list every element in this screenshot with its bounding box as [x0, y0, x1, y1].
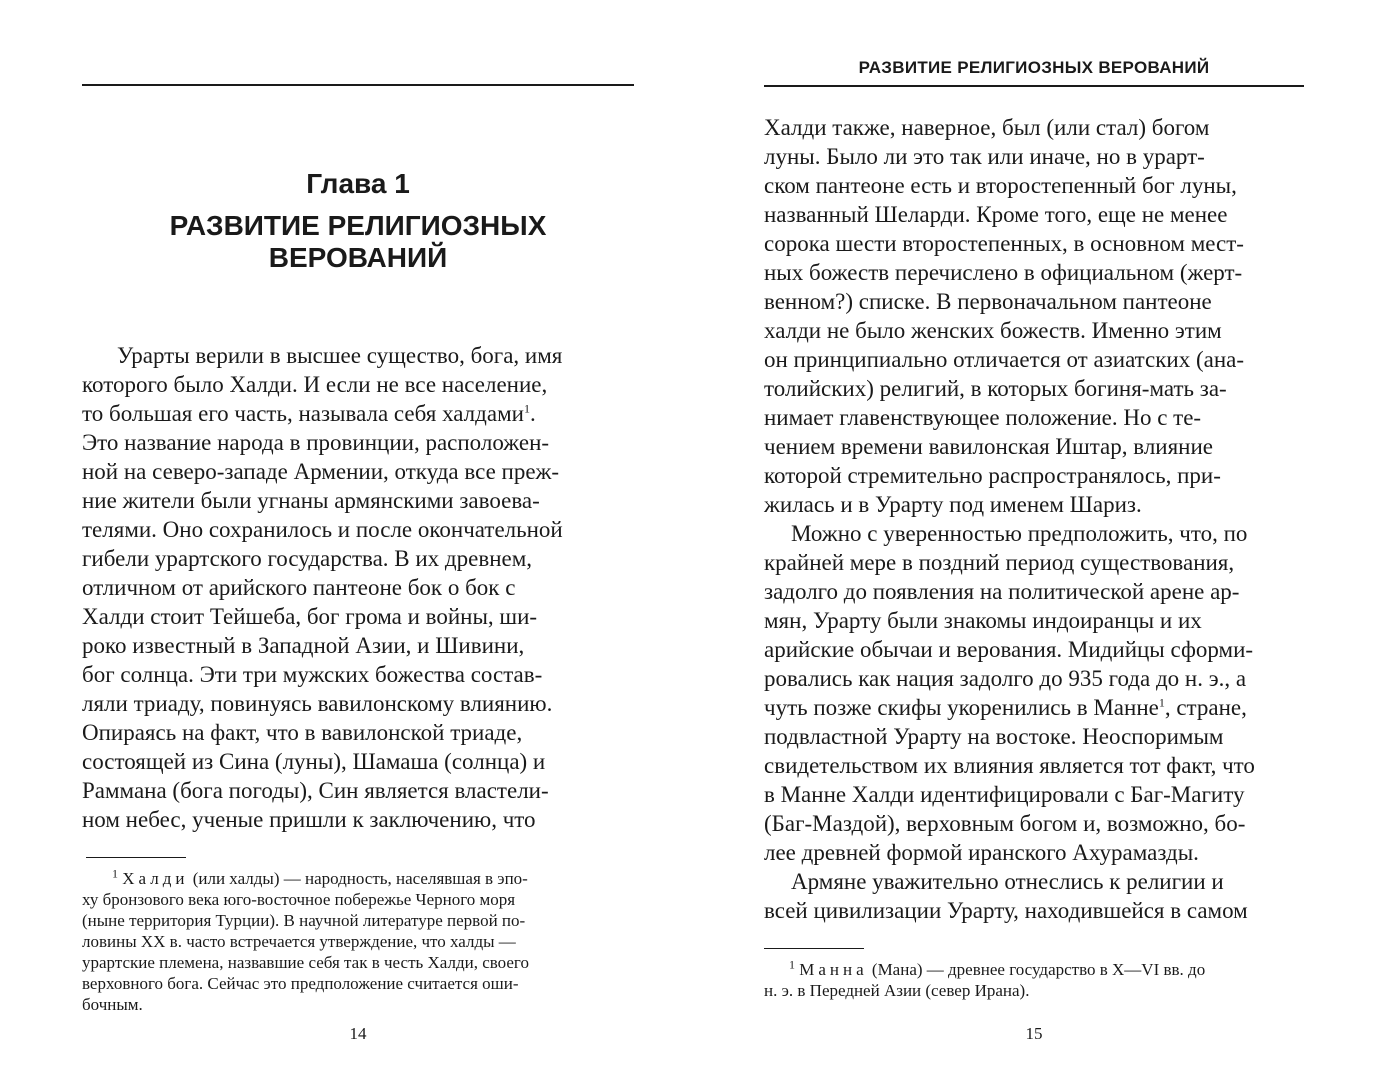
- footnote-line: ху бронзового века юго-восточное побережье Черного моря: [82, 890, 516, 909]
- body-line: состоящей из Сина (луны), Шамаша (солнца) и: [82, 749, 546, 774]
- footnote-rule: [764, 948, 864, 949]
- body-line: телями. Оно сохранилось и после окончательной: [82, 517, 563, 542]
- body-line: Халди также, наверное, был (или стал) богом: [764, 115, 1210, 140]
- body-line: ном небес, ученые пришли к заключению, что: [82, 807, 536, 832]
- footnote-line: (ныне территория Турции). В научной литературе первой по-: [82, 911, 526, 930]
- body-line: [764, 694, 1247, 722]
- footnote-term: Манна: [799, 960, 868, 979]
- footnote-term: Халди: [122, 869, 189, 888]
- body-line: сорока шести второстепенных, в основном мест-: [764, 231, 1244, 256]
- footnote-text: (или халды) — народность, населявшая в эпо-: [192, 869, 528, 888]
- chapter-title-line: ВЕРОВАНИЙ: [268, 242, 448, 273]
- footnote-line: н. э. в Передней Азии (север Ирана).: [764, 981, 1030, 1000]
- body-line: ной на северо-западе Армении, откуда все преж-: [82, 459, 560, 484]
- body-line: нимает главенствующее положение. Но с те-: [764, 405, 1202, 430]
- body-line: в Манне Халди идентифицировали с Баг-Магиту: [764, 782, 1245, 807]
- body-line: луны. Было ли это так или иначе, но в урарт-: [764, 144, 1205, 169]
- chapter-title-line: РАЗВИТИЕ РЕЛИГИОЗНЫХ: [169, 210, 547, 241]
- footnote-ref-punct: .: [529, 401, 536, 426]
- body-line: чением времени вавилонская Иштар, влияние: [764, 434, 1214, 459]
- header-rule: [82, 84, 634, 86]
- body-line: названный Шеларди. Кроме того, еще не менее: [764, 202, 1228, 227]
- body-line: подвластной Урарту на востоке. Неоспоримым: [764, 724, 1224, 749]
- header-rule: [764, 85, 1304, 87]
- footnote-ref[interactable]: 1: [1158, 695, 1165, 710]
- body-line: Опираясь на факт, что в вавилонской триаде,: [82, 720, 523, 745]
- footnote-rule: [86, 857, 186, 858]
- body-line: задолго до появления на политической арене ар-: [764, 579, 1240, 604]
- footnote-line: урартские племена, назвавшие себя так в честь Халди, своего: [82, 953, 529, 972]
- page-number: 14: [349, 1024, 367, 1043]
- body-line: Урарты верили в высшее существо, бога, имя: [117, 343, 563, 368]
- body-line: ровались как нация задолго до 935 года до н. э., а: [764, 666, 1247, 691]
- body-line: Это название народа в провинции, расположен-: [82, 430, 550, 455]
- body-line: халди не было женских божеств. Именно этим: [764, 318, 1222, 343]
- footnote-marker: 1: [789, 957, 795, 972]
- body-line: мян, Урарту были знакомы индоиранцы и их: [764, 608, 1202, 633]
- body-line: всей цивилизации Урарту, находившейся в самом: [764, 898, 1248, 923]
- footnote-marker: 1: [112, 866, 118, 881]
- body-line: ляли триаду, повинуясь вавилонскому влиянию.: [82, 691, 553, 716]
- footnote-line: верховного бога. Сейчас это предположение считается оши-: [82, 974, 519, 993]
- footnote-line: ловины XX в. часто встречается утверждение, что халды —: [82, 932, 516, 951]
- body-line: ных божеств перечислено в официальном (жерт-: [764, 260, 1243, 285]
- footnote-ref[interactable]: 1: [523, 401, 530, 416]
- chapter-number: Глава 1: [306, 168, 410, 199]
- right-page: [691, 0, 1382, 1080]
- page-number: 15: [1025, 1024, 1043, 1043]
- footnote-line: [789, 957, 1206, 980]
- footnote-line: [112, 866, 528, 889]
- body-line: ском пантеоне есть и второстепенный бог луны,: [764, 173, 1237, 198]
- chapter-title: [82, 210, 634, 274]
- body-line: венном?) списке. В первоначальном пантеоне: [764, 289, 1212, 314]
- body-line: Халди стоит Тейшеба, бог грома и войны, ши-: [82, 604, 538, 629]
- body-line: он принципиально отличается от азиатских (ана-: [764, 347, 1245, 372]
- body-line: роко известный в Западной Азии, и Шивини,: [82, 633, 525, 658]
- body-line: жилась и в Урарту под именем Шариз.: [764, 492, 1142, 517]
- body-line: гибели урартского государства. В их древнем,: [82, 546, 533, 571]
- body-line: Армяне уважительно отнеслись к религии и: [791, 869, 1224, 894]
- body-line: ние жители были угнаны армянскими завоева-: [82, 488, 540, 513]
- footnote-line: бочным.: [82, 995, 143, 1014]
- body-line: арийские обычаи и верования. Мидийцы сформи-: [764, 637, 1254, 662]
- body-line: которого было Халди. И если не все население,: [82, 372, 548, 397]
- body-line: которой стремительно распространялось, при-: [764, 463, 1221, 488]
- body-line: бог солнца. Эти три мужских божества состав-: [82, 662, 543, 687]
- body-line: толийских) религий, в которых богиня-мать за-: [764, 376, 1227, 401]
- body-line: [82, 400, 536, 428]
- body-line: Раммана (бога погоды), Син является властели-: [82, 778, 549, 803]
- running-head: РАЗВИТИЕ РЕЛИГИОЗНЫХ ВЕРОВАНИЙ: [858, 58, 1210, 77]
- footnote-text: (Мана) — древнее государство в X—VI вв. до: [871, 960, 1206, 979]
- body-line: лее древней формой иранского Ахурамазды.: [764, 840, 1199, 865]
- body-line: отличном от арийского пантеоне бок о бок с: [82, 575, 516, 600]
- body-line: свидетельством их влияния является тот факт, что: [764, 753, 1255, 778]
- body-line: Можно с уверенностью предположить, что, по: [791, 521, 1248, 546]
- body-line-text: то большая его часть, называла себя халдами: [82, 401, 524, 426]
- body-line: крайней мере в поздний период существования,: [764, 550, 1235, 575]
- body-line: (Баг-Маздой), верховным богом и, возможно, бо-: [764, 811, 1246, 836]
- body-line-text: , стране,: [1164, 695, 1247, 720]
- body-line-text: чуть позже скифы укоренились в Манне: [764, 695, 1159, 720]
